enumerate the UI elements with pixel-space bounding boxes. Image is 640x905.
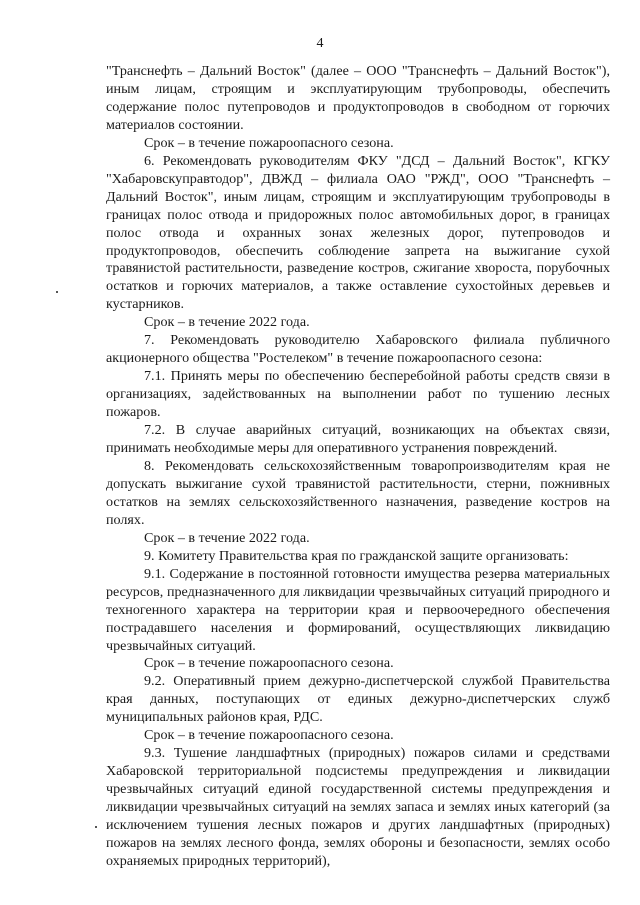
- margin-mark: [56, 291, 58, 293]
- paragraph: Срок – в течение пожароопасного сезона.: [144, 655, 394, 672]
- paragraph: "Транснефть – Дальний Восток" (далее – ООО "Транснефть – Дальний Восток"), иным лицам, строящим и эксплуатирующим трубопроводы, обеспечить содержание полос путепроводов и продуктопроводов в свободном от горючих материалов состоянии.: [106, 63, 610, 133]
- paragraph: 9.1. Содержание в постоянной готовности имущества резерва материальных ресурсов, предназначенного для ликвидации чрезвычайных ситуаций природного и техногенного характера на территории края и первоочередного обеспечения пострадавшего населения и формирований, осуществляющих ликвидацию чрезвычайных ситуаций.: [106, 565, 610, 654]
- paragraph: Срок – в течение 2022 года.: [144, 529, 310, 546]
- paragraph: Срок – в течение 2022 года.: [144, 314, 310, 331]
- paragraph: 9. Комитету Правительства края по гражданской защите организовать:: [144, 547, 569, 564]
- document-body: [106, 63, 610, 871]
- paragraph: 9.3. Тушение ландшафтных (природных) пожаров силами и средствами Хабаровской территориальной подсистемы предупреждения и ликвидации чрезвычайных ситуаций единой государственной системы предупреждения и ликвидации чрезвычайных ситуаций на землях запаса и землях иных категорий (за исключением тушения лесных пожаров и других ландшафтных (природных) пожаров на землях лесного фонда, землях обороны и безопасности, землях особо охраняемых природных территорий),: [106, 745, 610, 869]
- paragraph: 8. Рекомендовать сельскохозяйственным товаропроизводителям края не допускать выжигание сухой травянистой растительности, стерни, пожнивных остатков на землях сельскохозяйственного назначения, разведение костров на полях.: [106, 457, 610, 528]
- paragraph: Срок – в течение пожароопасного сезона.: [144, 134, 394, 151]
- paragraph: 7. Рекомендовать руководителю Хабаровского филиала публичного акционерного общества "Ростелеком" в течение пожароопасного сезона:: [106, 332, 610, 367]
- margin-mark: [95, 826, 97, 828]
- paragraph: Срок – в течение пожароопасного сезона.: [144, 727, 394, 744]
- paragraph: 9.2. Оперативный прием дежурно-диспетчерской службой Правительства края данных, поступающих от единых дежурно-диспетчерских служб муниципальных районов края, РДС.: [106, 673, 610, 726]
- page-number: 4: [316, 36, 324, 51]
- paragraph: 7.1. Принять меры по обеспечению бесперебойной работы средств связи в организациях, задействованных на выполнении работ по тушению лесных пожаров.: [106, 368, 610, 421]
- paragraph: 7.2. В случае аварийных ситуаций, возникающих на объектах связи, принимать необходимые меры для оперативного устранения повреждений.: [106, 422, 610, 457]
- paragraph: 6. Рекомендовать руководителям ФКУ "ДСД – Дальний Восток", КГКУ "Хабаровскуправтодор", ДВЖД – филиала ОАО "РЖД", ООО "Транснефть – Дальний Восток", иным лицам, строящим и эксплуатирующим трубопроводы в границах полос отвода и придорожных полос автомобильных дорог, в границах полос отвода и охранных зонах железных дорог, путепроводов и продуктопроводов, обеспечить соблюдение запрета на выжигание сухой травянистой растительности, разведение костров, сжигание хвороста, порубочных остатков и горючих материалов, а также оставление сухостойных деревьев и кустарников.: [106, 152, 610, 313]
